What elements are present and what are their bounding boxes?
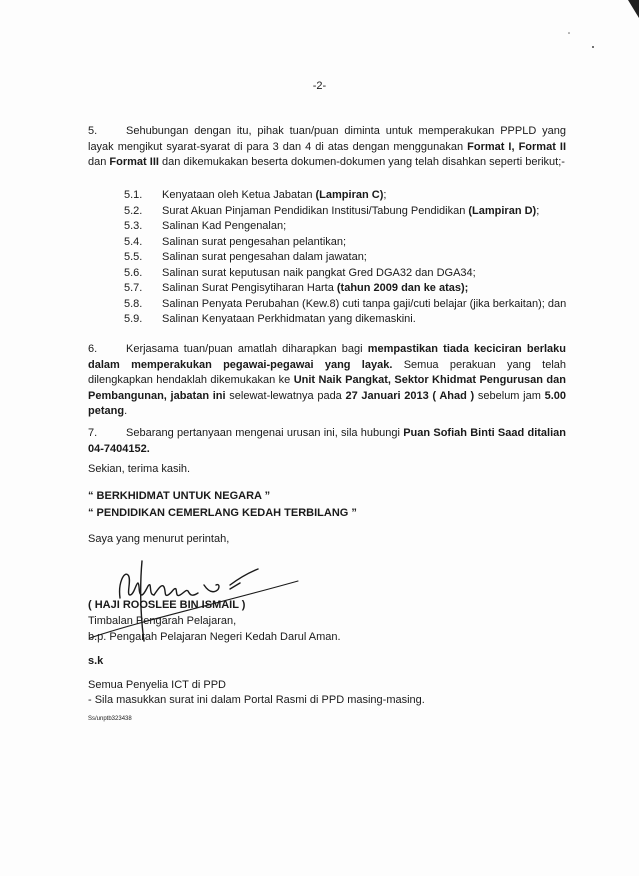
document-list <box>124 188 574 328</box>
list-item: 5.2. Surat Akuan Pinjaman Pendidikan Institusi/Tabung Pendidikan (Lampiran D); <box>124 204 540 217</box>
closing-text: Sekian, terima kasih. <box>88 463 191 475</box>
sk-label: s.k <box>88 655 104 667</box>
list-item: 5.5. Salinan surat pengesahan dalam jawatan; <box>124 251 367 263</box>
para-5-format2: Format II <box>518 140 566 153</box>
list-item: 5.8. Salinan Penyata Perubahan (Kew.8) cuti tanpa gaji/cuti belajar (jika berkaitan); dan <box>124 297 567 310</box>
para-5-text-b: dan <box>88 156 110 168</box>
list-item: 5.9. Salinan Kenyataan Perkhidmatan yang dikemaskini. <box>124 313 416 325</box>
list-item: 5.4. Salinan surat pengesahan pelantikan; <box>124 235 347 248</box>
para-5-format3: Format III <box>109 156 159 168</box>
scan-speck <box>590 44 596 50</box>
para-5-number: 5. <box>88 125 98 137</box>
scan-edge-mark <box>628 0 639 18</box>
motto-line-2: “ PENDIDIKAN CEMERLANG KEDAH TERBILANG ” <box>88 507 357 519</box>
paragraph-5 <box>88 124 566 171</box>
para-6-number: 6. <box>88 343 98 355</box>
motto-line-1: “ BERKHIDMAT UNTUK NEGARA ” <box>88 490 271 502</box>
signatory-name: ( HAJI ROOSLEE BIN ISMAIL ) <box>88 599 246 611</box>
order-text: Saya yang menurut perintah, <box>88 533 230 545</box>
list-item: 5.6. Salinan surat keputusan naik pangkat Gred DGA32 dan DGA34; <box>124 266 476 279</box>
para-5-format1: Format I, <box>467 140 515 153</box>
para-7-number: 7. <box>88 427 98 439</box>
list-item: 5.1. Kenyataan oleh Ketua Jabatan (Lampiran C); <box>124 189 387 201</box>
signatory-title-2: b.p. Pengarah Pelajaran Negeri Kedah Darul Aman. <box>88 631 341 643</box>
list-item: 5.3. Salinan Kad Pengenalan; <box>124 220 287 232</box>
para-5-text-c: dan dikemukakan beserta dokumen-dokumen yang telah disahkan seperti berikut;- <box>158 156 565 168</box>
scan-speck <box>566 30 572 36</box>
signatory-title-1: Timbalan Pengarah Pelajaran, <box>88 615 237 627</box>
cc-line-1: Semua Penyelia ICT di PPD <box>88 679 226 691</box>
paragraph-7: 7. Sebarang pertanyaan mengenai urusan ini, sila hubungi Puan Sofiah Binti Saad ditalian 04-7404152. <box>88 427 566 455</box>
cc-line-2: - Sila masukkan surat ini dalam Portal Rasmi di PPD masing-masing. <box>88 694 425 706</box>
page-number: -2- <box>312 80 327 92</box>
paragraph-6: 6. Kerjasama tuan/puan amatlah diharapkan bagi mempastikan tiada keciciran berlaku dalam memperakukan pegawai-pegawai yang layak. Semua perakuan yang telah dilengkapkan hendaklah dikemukakan ke Unit Naik Pangkat, Sektor Khidmat Pengurusan dan Pembangunan, jabatan ini selewat-lewatnya pada 27 Januari 2013 ( Ahad ) sebelum jam 5.00 petang. <box>88 343 567 417</box>
list-item: 5.7. Salinan Surat Pengisytiharan Harta (tahun 2009 dan ke atas); <box>124 282 469 294</box>
reference-code: Ss/unptb323438 <box>88 716 132 722</box>
para-5-text-a: Sehubungan dengan itu, pihak tuan/puan diminta untuk memperakukan PPPLD yang layak mengikut syarat-syarat di para 3 dan 4 di atas dengan menggunakan <box>88 125 566 153</box>
